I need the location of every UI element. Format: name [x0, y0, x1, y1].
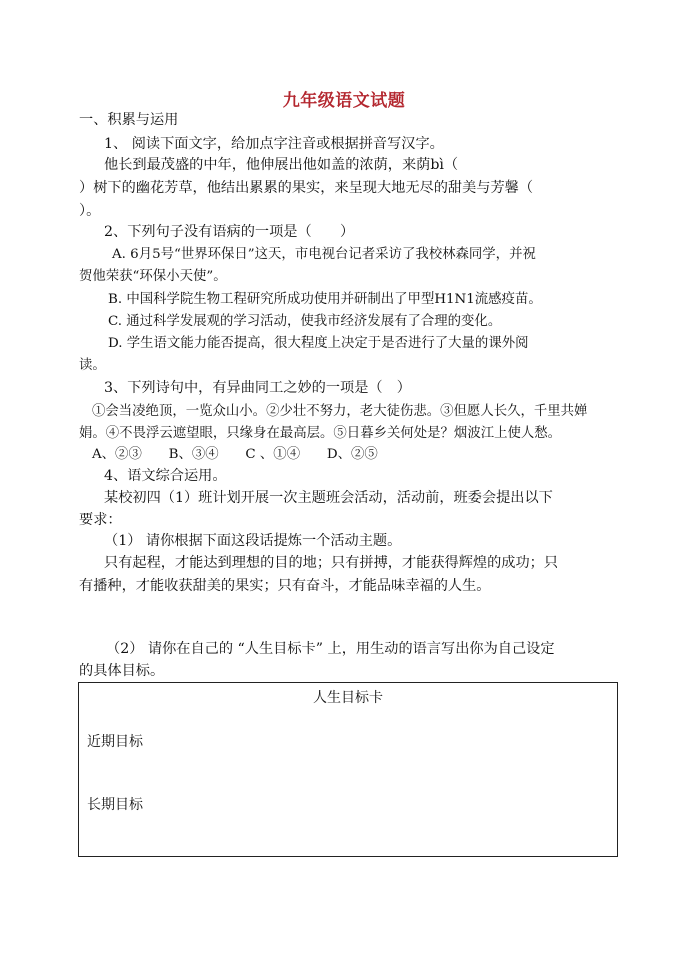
- q2-option-c: C. 通过科学发展观的学习活动，使我市经济发展有了合理的变化。: [108, 314, 502, 329]
- q4-part2-line1: （2） 请你在自己的 “人生目标卡” 上，用生动的语言写出你为自己设定: [106, 641, 555, 657]
- q4-stem: 4、语文综合运用。: [104, 468, 227, 484]
- long-term-goal-label: 长期目标: [87, 797, 143, 813]
- life-goal-card: [78, 682, 618, 857]
- q1-text-line2: ）树下的幽花芳草，他结出累累的果实，来呈现大地无尽的甜美与芳馨（: [79, 180, 534, 196]
- q1-text-line1: 他长到最茂盛的中年，他伸展出他如盖的浓荫，来荫bì（: [104, 157, 459, 173]
- q2-option-b: B. 中国科学院生物工程研究所成功使用并研制出了甲型H1N1流感疫苗。: [108, 292, 542, 307]
- near-term-goal-label: 近期目标: [87, 734, 143, 750]
- q2-stem: 2、下列句子没有语病的一项是（ ）: [104, 224, 355, 240]
- section-heading: 一、积累与运用: [79, 112, 179, 128]
- page-title: 九年级语文试题: [282, 91, 406, 111]
- q4-part1: （1） 请你根据下面这段话提炼一个活动主题。: [104, 533, 402, 549]
- q4-intro-line1: 某校初四（1）班计划开展一次主题班会活动，活动前，班委会提出以下: [104, 490, 553, 506]
- card-title: 人生目标卡: [313, 690, 383, 706]
- q4-quote-line2: 有播种，才能收获甜美的果实；只有奋斗，才能品味幸福的人生。: [79, 578, 491, 594]
- q2-option-a-line2: 贺他荣获“环保小天使”。: [79, 269, 227, 284]
- q3-poems-line1: ①会当凌绝顶，一览众山小。②少壮不努力，老大徒伤悲。③但愿人长久，千里共婵: [92, 404, 588, 419]
- q2-option-d-line1: D. 学生语文能力能否提高，很大程度上决定于是否进行了大量的课外阅: [108, 336, 529, 351]
- q4-part2-line2: 的具体目标。: [79, 663, 165, 679]
- q1-text-line3: ）。: [79, 203, 101, 219]
- q3-stem: 3、下列诗句中，有异曲同工之妙的一项是（ ）: [104, 380, 411, 396]
- q2-option-d-line2: 读。: [79, 358, 106, 373]
- q1-stem: 1、 阅读下面文字，给加点字注音或根据拼音写汉字。: [104, 136, 444, 152]
- q3-options: A、②③ B、③④ C 、①④ D、②⑤: [92, 447, 378, 462]
- q4-intro-line2: 要求：: [79, 512, 122, 528]
- q3-poems-line2: 娟。④不畏浮云遮望眼，只缘身在最高层。⑤日暮乡关何处是？烟波江上使人愁。: [79, 426, 562, 441]
- q2-option-a-line1: A. 6月5号“世界环保日”这天，市电视台记者采访了我校林森同学，并祝: [112, 247, 536, 262]
- q4-quote-line1: 只有起程，才能达到理想的目的地；只有拼搏，才能获得辉煌的成功；只: [104, 555, 559, 571]
